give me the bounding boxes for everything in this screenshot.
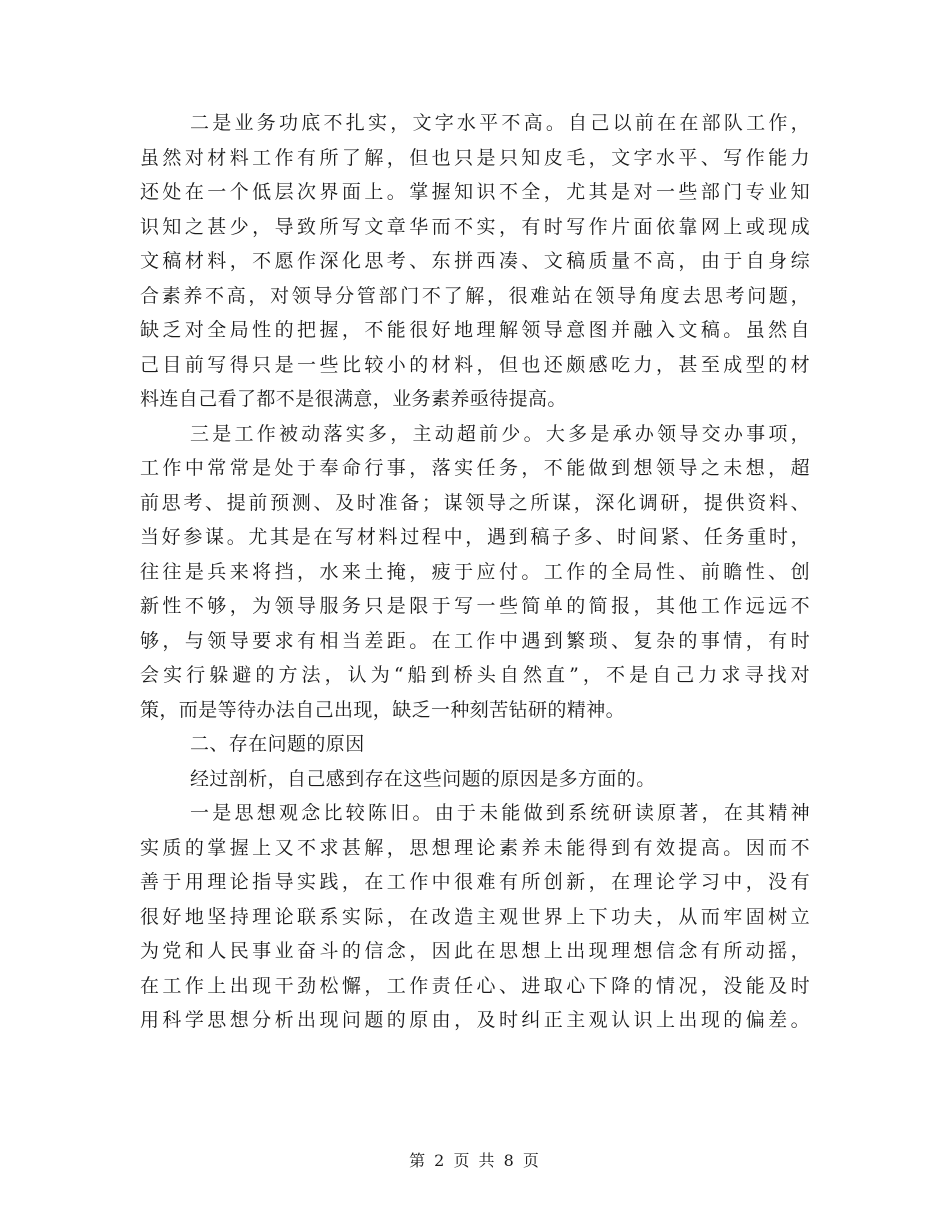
text-line: 新性不够，为领导服务只是限于写一些简单的简报，其他工作远远不 (140, 595, 810, 617)
page-number-footer: 第 2 页 共 8 页 (409, 1151, 541, 1170)
text-line: 够，与领导要求有相当差距。在工作中遇到繁琐、复杂的事情，有时 (140, 629, 810, 652)
text-line: 经过剖析，自己感到存在这些问题的原因是多方面的。 (190, 767, 656, 790)
text-line: 合素养不高，对领导分管部门不了解，很难站在领导角度去思考问题， (140, 284, 810, 307)
text-line: 前思考、提前预测、及时准备；谋领导之所谋，深化调研，提供资料、 (140, 491, 810, 514)
text-line: 文稿材料，不愿作深化思考、东拼西凑、文稿质量不高，由于自身综 (140, 250, 810, 272)
text-line: 己目前写得只是一些比较小的材料，但也还颇感吃力，甚至成型的材 (140, 353, 810, 376)
text-line: 在工作上出现干劲松懈，工作责任心、进取心下降的情况，没能及时 (140, 974, 810, 997)
text-line: 当好参谋。尤其是在写材料过程中，遇到稿子多、时间紧、任务重时， (140, 526, 810, 548)
text-line: 实质的掌握上又不求甚解，思想理论素养未能得到有效提高。因而不 (140, 836, 810, 859)
text-line: 很好地坚持理论联系实际，在改造主观世界上下功夫，从而牢固树立 (140, 905, 810, 928)
text-line: 缺乏对全局性的把握，不能很好地理解领导意图并融入文稿。虽然自 (140, 319, 810, 341)
text-line: 三是工作被动落实多，主动超前少。大多是承办领导交办事项， (190, 422, 810, 445)
text-line: 工作中常常是处于奉命行事，落实任务，不能做到想领导之未想，超 (140, 457, 810, 479)
text-line: 一是思想观念比较陈旧。由于未能做到系统研读原著，在其精神 (190, 802, 810, 824)
text-line: 虽然对材料工作有所了解，但也只是只知皮毛，文字水平、写作能力 (140, 146, 810, 169)
text-line: 善于用理论指导实践，在工作中很难有所创新，在理论学习中，没有 (140, 871, 810, 893)
text-line: 二、存在问题的原因 (190, 733, 365, 755)
text-line: 为党和人民事业奋斗的信念，因此在思想上出现理想信念有所动摇， (140, 940, 810, 962)
text-line: 策，而是等待办法自己出现，缺乏一种刻苦钻研的精神。 (140, 698, 626, 721)
text-line: 还处在一个低层次界面上。掌握知识不全，尤其是对一些部门专业知 (140, 181, 810, 203)
text-line: 识知之甚少，导致所写文章华而不实，有时写作片面依靠网上或现成 (140, 215, 810, 238)
text-line: 用科学思想分析出现问题的原由，及时纠正主观认识上出现的偏差。 (140, 1009, 810, 1031)
document-body (140, 106, 810, 1038)
text-line: 二是业务功底不扎实，文字水平不高。自己以前在在部队工作， (190, 112, 810, 134)
text-line: 会实行躲避的方法，认为“船到桥头自然直”，不是自己力求寻找对 (140, 664, 810, 686)
text-line: 往往是兵来将挡，水来土掩，疲于应付。工作的全局性、前瞻性、创 (140, 560, 810, 583)
text-line: 料连自己看了都不是很满意，业务素养亟待提高。 (140, 388, 567, 410)
